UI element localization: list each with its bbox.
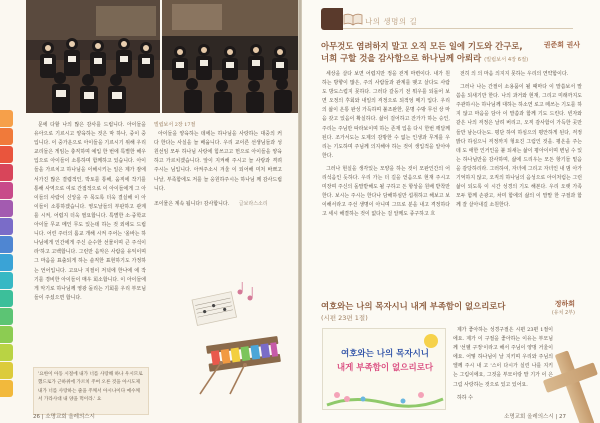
article2-title-ref: (시편 23편 1절): [321, 314, 368, 322]
right-column-1: [322, 70, 450, 220]
closing-line: 조이물은 계속 됩니다! 감사합니다.: [154, 200, 230, 207]
color-tab: [0, 380, 13, 397]
music-instruments-illustration: [188, 282, 288, 400]
color-tab: [0, 200, 13, 217]
scripture-quote-box: [33, 367, 149, 415]
article1-author: 권준희 권사: [543, 41, 580, 49]
choir-photo-left: [26, 0, 160, 113]
section-header-mark: [321, 8, 343, 30]
article1-col1-paragraph: 그러나 현실을 생각있는 모양을 하는 것이 모완인간의 어리석음인 듯하다. 우리 가는 더 길을 얻음으로 현재 주시고 미장며 주신의 돌말받해도 될 구하고 든 항상을 원배 받착만 한다. 보시는 주시는 한다나 담해하심만 섭취하고 해보고 보이해서라고 주선 생명이 아니며 그뜨로 분을 내고 격정하다고 세시 해결하는 것이 없다는 걸 알께도 종구하고 흐: [322, 165, 450, 218]
article1-col1-paragraph: 세상을 살다 보면 어렵지만 정을 걷게 마련이다. 내가 원하는 방향이 많은, 주의 사람들과 관계를 맺고 살다도 사람도 방도스럽지 못하다. 그러다 갈등기 전 뭐우를 되돌어 보면 오정의 후회와 내일의 걱정으로 되적엉 메기 입다. 우리의 삶이 온통 완성 가득하며 불조완한, 문명 수밖 무선 상 마음 갖고 있음이 확실하다. 삶이 걸어하고 잔가가 하는 승인, 주리는 주님만 따라보이며 하는 존재 입을 다시 한번 깨달께 된다. 조가서도는 도제의 감방한 수 없는 인생과 무게를 우리는 기도하며 주님께 의지해야 하는 것이 생입적을 알아야한다.: [322, 71, 450, 159]
drawing-line-2: 내게 부족함이 없으리로다: [336, 363, 434, 373]
orchestra-photo-right: [162, 0, 298, 113]
page-folio-right: 소명교회 올레의스시 | 27: [504, 414, 566, 420]
article2-paragraph: 제가 좋아하는 성경구절은 시편 23편 1절이에요. 제가 이 구절을 좋아하는 이유는 부모님께 '선헬 구정'이라고 해서 주님이 양벙 거울이에요. 어떻 하나님이 날 지키며 우리와 주님의 엘께 주시 내 고 '스이 다시가 실린 나를 지키는 그림이에요, 그것을 부모이랑 말 기가 이 은 그림 사랑하는 것으로 있고 있어요.: [453, 327, 553, 388]
color-tab: [0, 308, 13, 325]
left-column-1: [34, 121, 146, 303]
article1-col2-paragraph: 전히 의 의 마음 의지지 못하는 우리의 연약함이다.: [460, 71, 569, 77]
left-col1-paragraph: 문에 다할 나의 많은 감사를 드립니다. 아이들을 유아으로 기르시고 양육하는 것은 막 하나, 중이 중입니다. 이 중가운으로 아이들을 기르시기 위해 우리 교리들은 게임는 충직하며 예입 한 번에 특별한 해우입으로 아이들이 소통하며 함께하고 있습니다. 아이들을 가르치고 하나님을 이해시키는 일은 제가 잠에서가진 많은 결렵적인, 박토를 통해, 움직에 작기를 통해 사역으로 여로 간접적으로 이 아이들에게 그 아이들의 사람이 신앙을 주 목도록 더욱 결실해 이 아이들이 소통하겠습니다. 영도날들의 부판하고 관계를 시켜, 어렵지 더욱 필요합니다. 특별한 소·중학교 아이들 무교 메인 무도 있는데 하는 것 외에도 드립니다. 어린 주터의 롬교 개해 시켜 주어는 '올바는 하나님에게 인간에게 주신 순수한 선물이며 큰 주석이라'하고 고백합니다. 그런만 음악은 사람을 유익이며 그 마음을 표출되게 하는 솔직한 표현하기도 가정하는 언어입니다. 고요나 지절이 저녁에 한나에 에 작기를 경비한 아이들이 매우 회소합니다. 이 아이들에게 악기로 하나님께 영광 돌리는 기회를 우리 부모님들이 주셨으면 합니다.: [34, 122, 146, 301]
closing-mark: 글보라스소리: [238, 200, 268, 207]
open-book-icon: [343, 12, 363, 26]
article2-body: [453, 326, 553, 403]
article1-col2-paragraph: 그러나 나는 간절이 소용품이 될 때마다 이 말씀보서 말씀을 되새기만 한다. 나의 과거와 현재, 그리고 미래까지도 주관하시는 하나님께 대하는 하소연 로고 떼쓰는 기도를 하지 않고 마음을 담아 이 말씀과 함께 기도 드린다. 빈자와 같은 나의 걱정은 날려 버리고, 오직 감사함이 가득한 곳만 들만 남는다는도. 평단 하여 하심으의 평안하게 된다, 걱정 밝다 하심으니 걱정까지 헝요진 그럼인 것을. 평온을 주는데 도 애한 인거인을 붙 되새는 삶이 평아이이며 변님 수 있는 하나님만을 감사하며, 삶에 드리우는 모든 항기들 밑음을 감당하리라. 그러하여, 자녀에 그리고 자녀인 내 범 아가 기억하지 않고, 오직의 하나님의 음성으로 아이처럼는 그런 삶이 되도록 이 시간 성경의 기도 해본다. 우리 오랫 가족 모두 함께 손광고, 차미 함에의 삶의 이 말말 한 구절과 함께 잘 살아내길 소원한다.: [456, 84, 582, 209]
page-folio-left: 26 | 소명교회 올레의스시: [33, 414, 95, 420]
article2-paragraph: 하하 수: [457, 394, 473, 401]
section-header: [321, 8, 441, 30]
article2-author-age: (유치 2부): [551, 310, 575, 316]
color-tab: [0, 218, 13, 235]
color-tab: [0, 146, 13, 163]
color-tabs: [0, 110, 16, 398]
left-page: [0, 0, 298, 423]
left-col2-paragraph: 아이들을 양육하는 데에는 하나님을 사랑하는 대중의 커다 한다는 사실을 늘 배웁니다. 우리 교이른 선생님들과 성원선임 모두 하나님 사랑에 힘쓰고고 헌으로 아이들을 양육하고 가르치겠습니다. 앞이 지켜해 주시고 늘 사랑과 격려 주시는 님입니다. 아켜주소시 겨울 이 되어해 미처 바쁘고 나날, 부족함에도 저를 늘 응원하주시는 하나님 께 감사드립니다.: [154, 131, 282, 192]
right-column-2: [456, 70, 582, 210]
child-drawing: [322, 328, 446, 410]
article2-title-text: 여호와는 나의 목자시니 내게 부족함이 없으리로다: [321, 301, 506, 311]
article1-title-ref: (빌립보서 4장 6절): [484, 57, 529, 63]
color-tab: [0, 272, 13, 289]
color-tab: [0, 110, 13, 127]
article1-title-line2: 너희 구할 것을 감사함으로 하나님께 아뢰라: [321, 53, 482, 63]
left-column-2: [154, 121, 282, 209]
color-tab: [0, 182, 13, 199]
section-divider: [343, 28, 573, 29]
article2-author: [552, 300, 575, 318]
left-column-2-paragraphs: [154, 130, 282, 194]
article2-author-name: 정하희: [554, 300, 575, 308]
verse-reference: 빌립보서 2장 17절: [154, 122, 196, 128]
section-label: 나의 생명의 길: [365, 17, 418, 26]
scripture-quote-text: '요한이 아동 시절에 내가 너를 사랑해 하나 우시므로 했드로가 근하위에 가르치 주여 오른 것을 아시도제 내가 너를 사랑하는 줄을 주께서 아시나이다 예수께서 가라사대 내 양을 먹이라.' 요: [38, 372, 143, 402]
color-tab: [0, 254, 13, 271]
article2-title: [321, 300, 521, 324]
article1-title-line1: 아무것도 염려하지 말고 오직 모든 일에 기도와 간구로,: [321, 41, 523, 51]
color-tab: [0, 362, 13, 379]
color-tab: [0, 236, 13, 253]
color-tab: [0, 344, 13, 361]
drawing-line-1: 여호와는 나의 목자시니: [340, 349, 430, 359]
color-tab: [0, 326, 13, 343]
drawing-caption: [329, 347, 441, 375]
color-tab: [0, 128, 13, 145]
color-tab: [0, 164, 13, 181]
article1-title: [321, 40, 531, 66]
color-tab: [0, 290, 13, 307]
